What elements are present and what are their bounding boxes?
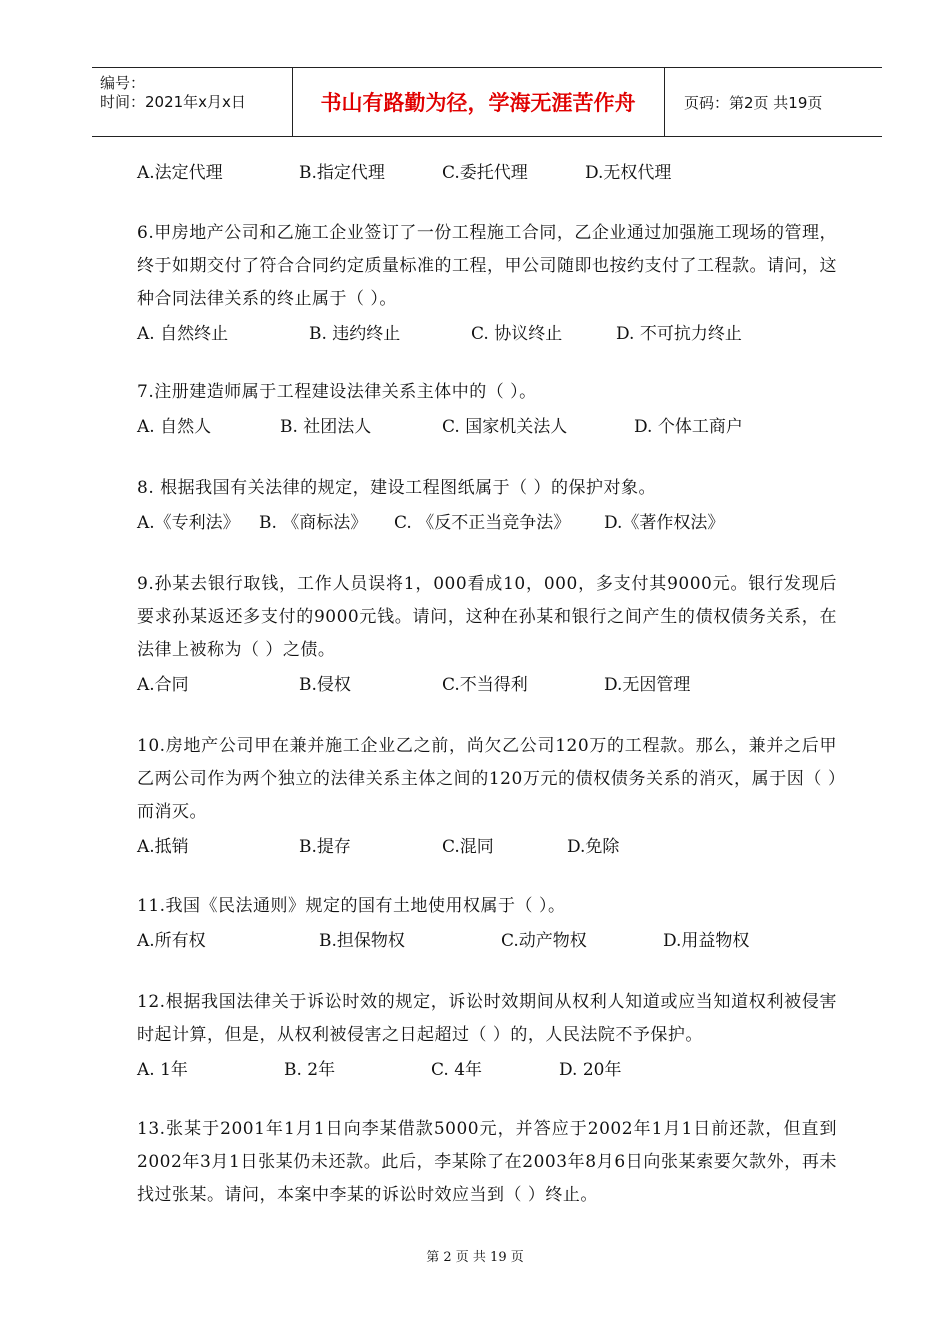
option-c: C.动产物权: [501, 930, 587, 951]
question-text: 7.注册建造师属于工程建设法律关系主体中的（ ）。: [137, 382, 537, 402]
option-d: D. 个体工商户: [634, 416, 743, 437]
question-block: [137, 890, 837, 953]
option-a: A.法定代理: [137, 162, 223, 183]
option-a: A. 自然终止: [137, 323, 229, 344]
options-row: [137, 667, 837, 697]
page-footer: 第 2 页 共 19 页: [426, 1250, 524, 1265]
question-block: [137, 1113, 837, 1212]
question-text: 12.根据我国法律关于诉讼时效的规定，诉讼时效期间从权利人知道或应当知道权利被侵害时起计算，但是，从权利被侵害之日起超过（ ）的，人民法院不予保护。: [137, 992, 837, 1045]
question-text: 9.孙某去银行取钱，工作人员误将1，000看成10，000，多支付其9000元。银行发现后要求孙某返还多支付的9000元钱。请问，这种在孙某和银行之间产生的债权债务关系，在法律上被称为（ ）之债。: [137, 574, 837, 660]
option-d: D.免除: [567, 836, 620, 857]
question-block: [137, 568, 837, 697]
options-row: [137, 155, 837, 185]
option-d: D.无权代理: [585, 162, 672, 183]
options-row: [137, 829, 837, 859]
question-text: 10.房地产公司甲在兼并施工企业乙之前，尚欠乙公司120万的工程款。那么，兼并之后甲乙两公司作为两个独立的法律关系主体之间的120万元的债权债务关系的消灭，属于因（ ）而消灭。: [137, 736, 837, 822]
option-c: C. 4年: [431, 1059, 483, 1080]
number-label: 编号：: [100, 74, 146, 92]
question-block: [137, 986, 837, 1082]
option-b: B. 2年: [284, 1059, 336, 1080]
option-b: B.提存: [299, 836, 351, 857]
option-d: D. 20年: [559, 1059, 622, 1080]
motto: 书山有路勤为径，学海无涯苦作舟: [292, 68, 665, 136]
options-row: [137, 923, 837, 953]
option-c: C.混同: [442, 836, 494, 857]
option-b: B. 违约终止: [309, 323, 401, 344]
option-b: B. 《商标法》: [259, 512, 368, 533]
option-d: D.用益物权: [663, 930, 750, 951]
option-c: C. 《反不正当竞争法》: [394, 512, 571, 533]
option-a: A.抵销: [137, 836, 189, 857]
option-c: C. 协议终止: [471, 323, 563, 344]
time-label: 时间：2021年x月x日: [100, 93, 246, 111]
option-b: B. 社团法人: [280, 416, 372, 437]
question-text: 6.甲房地产公司和乙施工企业签订了一份工程施工合同，乙企业通过加强施工现场的管理，终于如期交付了符合合同约定质量标准的工程，甲公司随即也按约支付了工程款。请问，这种合同法律关系的终止属于（ ）。: [137, 223, 837, 309]
question-block: [137, 472, 837, 535]
option-b: B.担保物权: [319, 930, 405, 951]
option-c: C. 国家机关法人: [442, 416, 568, 437]
header-meta: [92, 68, 293, 136]
option-a: A. 1年: [137, 1059, 188, 1080]
question-block: [137, 730, 837, 859]
option-b: B.指定代理: [299, 162, 385, 183]
page-label-wrap: [674, 68, 882, 136]
option-a: A.所有权: [137, 930, 206, 951]
option-d: D.《著作权法》: [604, 512, 725, 533]
option-a: A.《专利法》: [137, 512, 240, 533]
question-block: [137, 217, 837, 346]
option-c: C.不当得利: [442, 674, 528, 695]
page-label: 页码：第2页 共19页: [684, 93, 823, 112]
options-row: [137, 409, 837, 439]
option-c: C.委托代理: [442, 162, 528, 183]
option-a: A. 自然人: [137, 416, 212, 437]
option-d: D. 不可抗力终止: [616, 323, 742, 344]
option-d: D.无因管理: [604, 674, 691, 695]
question-text: 8. 根据我国有关法律的规定，建设工程图纸属于（ ）的保护对象。: [137, 478, 657, 498]
option-b: B.侵权: [299, 674, 351, 695]
document-body: [137, 155, 837, 1212]
options-row: [137, 316, 837, 346]
page-header: [92, 67, 882, 137]
options-row: [137, 1052, 837, 1082]
question-list: [137, 217, 837, 1212]
question-text: 13.张某于2001年1月1日向李某借款5000元，并答应于2002年1月1日前还款，但直到2002年3月1日张某仍未还款。此后，李某除了在2003年8月6日向张某索要欠款外，再未找过张某。请问，本案中李某的诉讼时效应当到（ ）终止。: [137, 1119, 837, 1205]
question-text: 11.我国《民法通则》规定的国有土地使用权属于（ ）。: [137, 896, 566, 916]
question-block: [137, 376, 837, 439]
options-row: [137, 505, 837, 535]
option-a: A.合同: [137, 674, 189, 695]
